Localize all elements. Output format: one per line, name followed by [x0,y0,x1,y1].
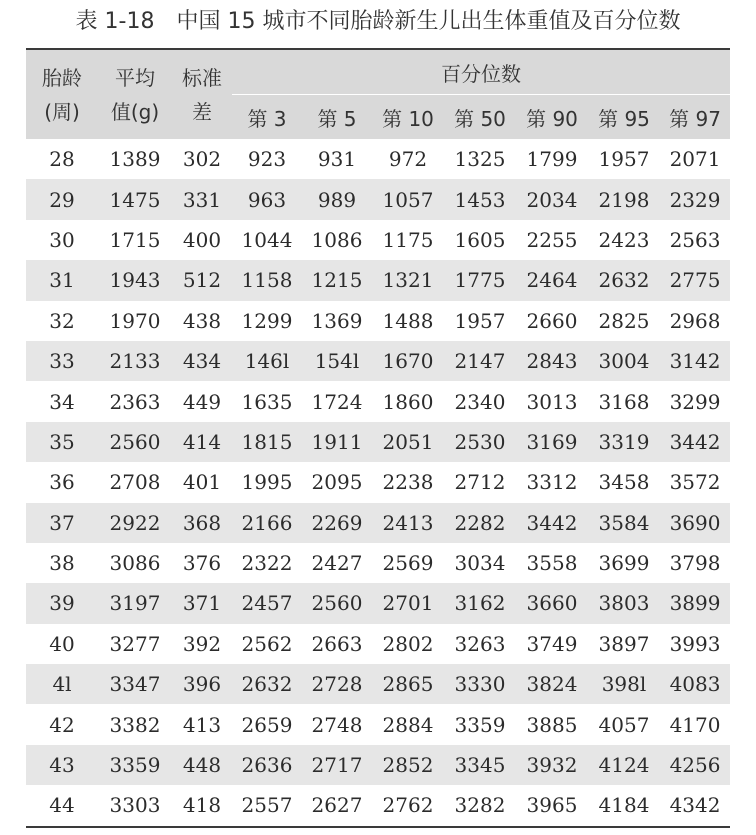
cell-sd: 392 [182,631,222,656]
cell-p95: 2423 [598,227,650,252]
cell-gestational-age: 28 [49,147,75,172]
cell-p5: 1369 [311,308,363,333]
header-percentile-2: 第 5 [302,95,372,140]
cell-p10: 972 [388,147,428,172]
cell-p97: 3442 [660,422,730,462]
cell-p95: 2198 [588,179,660,219]
cell-p3: 1299 [241,308,293,333]
table-row [26,583,730,623]
cell-p5: 2748 [311,712,363,737]
cell-gestational-age: 30 [49,227,75,252]
header-gestational-age-line1: 胎龄 [42,65,82,90]
cell-p95: 4184 [588,785,660,826]
header-sd [172,49,232,139]
table-title [0,6,756,38]
table-row [26,139,730,179]
cell-gestational-age: 44 [26,785,98,826]
cell-mean: 1475 [98,179,172,219]
cell-p90: 3312 [526,470,578,495]
cell-gestational-age: 29 [26,179,98,219]
cell-p10: 2762 [372,785,444,826]
cell-p3: 2322 [241,551,293,576]
cell-gestational-age: 32 [49,308,75,333]
cell-p3: 923 [247,147,287,172]
cell-p90: 3932 [516,745,588,785]
cell-p3: 1635 [241,389,293,414]
cell-p90: 3824 [516,664,588,704]
cell-p95: 1957 [598,147,650,172]
cell-mean: 3359 [98,745,172,785]
cell-p95: 4057 [598,712,650,737]
cell-p97: 4170 [669,712,721,737]
cell-mean: 2560 [98,422,172,462]
cell-p50: 2147 [444,341,516,381]
cell-p97: 2563 [669,227,721,252]
cell-sd: 396 [172,664,232,704]
cell-p90: 2034 [516,179,588,219]
header-gestational-age-line2: (周) [44,99,80,124]
cell-p50: 2340 [454,389,506,414]
cell-mean: 1715 [109,227,161,252]
cell-mean: 2363 [109,389,161,414]
cell-p50: 1453 [444,179,516,219]
cell-sd: 512 [172,260,232,300]
cell-p10: 2569 [382,551,434,576]
cell-p3: 1044 [241,227,293,252]
cell-p95: 3458 [598,470,650,495]
cell-p50: 3359 [454,712,506,737]
table-row [26,745,730,785]
cell-p10: 2413 [372,503,444,543]
cell-p97: 4342 [660,785,730,826]
cell-gestational-age: 40 [49,631,75,656]
cell-p95: 2632 [588,260,660,300]
cell-p95: 4124 [588,745,660,785]
cell-p5: 2095 [311,470,363,495]
cell-p95: 3584 [588,503,660,543]
cell-gestational-age: 33 [26,341,98,381]
cell-mean: 1389 [109,147,161,172]
cell-p95: 398l [588,664,660,704]
table-body [26,139,730,827]
cell-sd: 413 [182,712,222,737]
header-percentile-3: 第 10 [372,95,444,140]
cell-p95: 3168 [598,389,650,414]
cell-p3: 1158 [232,260,302,300]
cell-p90: 3965 [516,785,588,826]
cell-p10: 2701 [372,583,444,623]
cell-p5: 154l [302,341,372,381]
cell-p97: 3690 [660,503,730,543]
cell-p90: 1799 [526,147,578,172]
header-mean-line2: 值(g) [110,99,160,124]
header-percentile-4: 第 50 [444,95,516,140]
cell-sd: 434 [172,341,232,381]
cell-mean: 3382 [109,712,161,737]
cell-p10: 1670 [372,341,444,381]
cell-p5: 2717 [302,745,372,785]
table-row [26,543,730,583]
table-row [26,341,730,381]
table-caption: 中国 15 城市不同胎龄新生儿出生体重值及百分位数 [176,9,681,34]
cell-p10: 1057 [372,179,444,219]
cell-p97: 3142 [660,341,730,381]
header-percentile-7: 第 97 [660,95,730,140]
table-row [26,179,730,219]
cell-p5: 2627 [302,785,372,826]
cell-gestational-age: 37 [26,503,98,543]
cell-p90: 2660 [526,308,578,333]
cell-p97: 3798 [669,551,721,576]
table-row [26,664,730,704]
table-row [26,422,730,462]
cell-p95: 3004 [588,341,660,381]
cell-p3: 146l [232,341,302,381]
header-mean [98,49,172,139]
cell-p50: 2282 [444,503,516,543]
cell-gestational-age: 38 [49,551,75,576]
header-percentile-group: 百分位数 [232,49,730,95]
header-percentile-5: 第 90 [516,95,588,140]
cell-p3: 2457 [232,583,302,623]
cell-mean: 3303 [98,785,172,826]
cell-p90: 2843 [516,341,588,381]
cell-p95: 3699 [598,551,650,576]
cell-p90: 3013 [526,389,578,414]
cell-p50: 1605 [454,227,506,252]
cell-gestational-age: 42 [49,712,75,737]
cell-p10: 2238 [382,470,434,495]
cell-p10: 1175 [382,227,434,252]
cell-p95: 3319 [588,422,660,462]
cell-mean: 3277 [109,631,161,656]
cell-p10: 1860 [382,389,434,414]
cell-p50: 3034 [454,551,506,576]
cell-p90: 2464 [516,260,588,300]
cell-p50: 3282 [444,785,516,826]
cell-p5: 1086 [311,227,363,252]
table-row [26,503,730,543]
cell-p10: 1488 [382,308,434,333]
cell-p50: 3162 [444,583,516,623]
cell-mean: 1943 [98,260,172,300]
cell-mean: 3197 [98,583,172,623]
cell-sd: 414 [172,422,232,462]
header-sd-line2: 差 [192,99,212,124]
cell-p3: 2166 [232,503,302,543]
table-number: 表 1-18 [75,9,155,34]
cell-p10: 2852 [372,745,444,785]
header-percentile-6: 第 95 [588,95,660,140]
cell-p90: 2255 [526,227,578,252]
cell-p95: 2825 [598,308,650,333]
table-header [26,49,730,139]
table-row [26,462,730,502]
cell-p5: 1215 [302,260,372,300]
cell-p5: 2269 [302,503,372,543]
cell-p5: 931 [317,147,357,172]
cell-gestational-age: 31 [26,260,98,300]
cell-p10: 2884 [382,712,434,737]
table-row [26,624,730,664]
cell-gestational-age: 35 [26,422,98,462]
cell-p90: 3885 [526,712,578,737]
cell-p50: 1775 [444,260,516,300]
cell-mean: 2708 [109,470,161,495]
table-row [26,381,730,421]
cell-p97: 4256 [660,745,730,785]
cell-mean: 2922 [98,503,172,543]
cell-gestational-age: 34 [49,389,75,414]
cell-p97: 2329 [660,179,730,219]
cell-p97: 2071 [669,147,721,172]
cell-p90: 3169 [516,422,588,462]
cell-sd: 449 [182,389,222,414]
cell-p50: 2530 [444,422,516,462]
table-row [26,785,730,826]
cell-sd: 418 [172,785,232,826]
cell-p10: 2051 [372,422,444,462]
cell-p97: 3572 [669,470,721,495]
cell-p5: 2427 [311,551,363,576]
cell-sd: 438 [182,308,222,333]
cell-sd: 401 [182,470,222,495]
cell-p3: 2659 [241,712,293,737]
cell-gestational-age: 4l [26,664,98,704]
header-percentile-1: 第 3 [232,95,302,140]
cell-p90: 3558 [526,551,578,576]
cell-p90: 3442 [516,503,588,543]
cell-p3: 963 [232,179,302,219]
cell-p97: 3299 [669,389,721,414]
cell-p90: 3660 [516,583,588,623]
cell-p50: 2712 [454,470,506,495]
cell-p10: 2865 [372,664,444,704]
cell-p10: 2802 [382,631,434,656]
cell-p50: 1325 [454,147,506,172]
cell-p5: 989 [302,179,372,219]
cell-p50: 3345 [444,745,516,785]
cell-mean: 2133 [98,341,172,381]
cell-p97: 3993 [669,631,721,656]
cell-p5: 2663 [311,631,363,656]
cell-sd: 368 [172,503,232,543]
cell-p95: 3803 [588,583,660,623]
cell-p3: 2562 [241,631,293,656]
cell-p3: 2636 [232,745,302,785]
cell-mean: 1970 [109,308,161,333]
cell-gestational-age: 43 [26,745,98,785]
cell-p3: 2632 [232,664,302,704]
cell-p97: 2968 [669,308,721,333]
cell-p97: 3899 [660,583,730,623]
table-row [26,260,730,300]
cell-p3: 1815 [232,422,302,462]
cell-p97: 2775 [660,260,730,300]
cell-p5: 2560 [302,583,372,623]
cell-p50: 1957 [454,308,506,333]
cell-p3: 1995 [241,470,293,495]
header-gestational-age [26,49,98,139]
cell-p10: 1321 [372,260,444,300]
cell-p50: 3330 [444,664,516,704]
cell-p50: 3263 [454,631,506,656]
cell-sd: 400 [182,227,222,252]
cell-p97: 4083 [660,664,730,704]
cell-sd: 376 [182,551,222,576]
cell-p5: 2728 [302,664,372,704]
birthweight-table [26,48,730,828]
cell-gestational-age: 39 [26,583,98,623]
cell-sd: 371 [172,583,232,623]
cell-sd: 448 [172,745,232,785]
cell-p3: 2557 [232,785,302,826]
header-mean-line1: 平均 [115,65,155,90]
cell-sd: 302 [182,147,222,172]
birthweight-table-container [26,48,730,828]
cell-p5: 1724 [311,389,363,414]
header-sd-line1: 标准 [182,65,222,90]
table-row [26,704,730,744]
table-row [26,220,730,260]
cell-p90: 3749 [526,631,578,656]
cell-p95: 3897 [598,631,650,656]
cell-sd: 331 [172,179,232,219]
cell-mean: 3086 [109,551,161,576]
table-row [26,301,730,341]
cell-mean: 3347 [98,664,172,704]
cell-p5: 1911 [302,422,372,462]
cell-gestational-age: 36 [49,470,75,495]
